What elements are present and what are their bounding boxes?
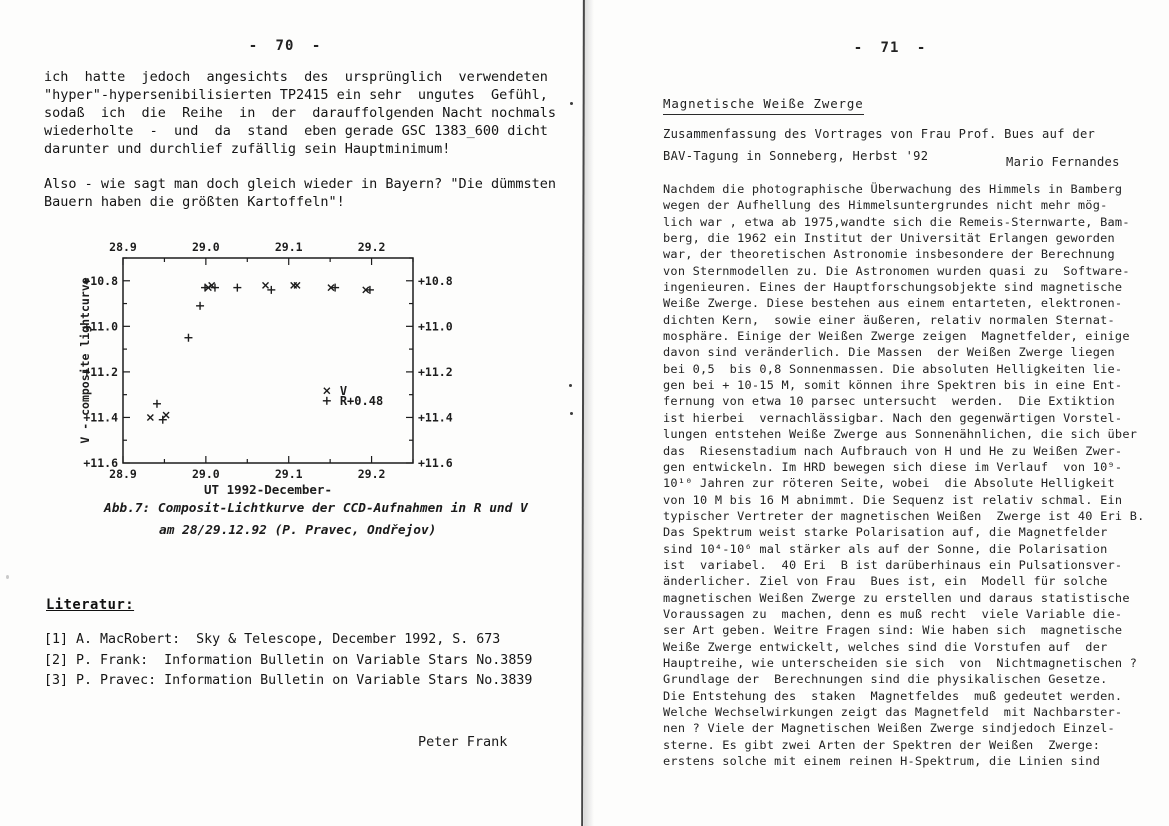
figure-caption-line1: Abb.7: Composit-Lichtkurve der CCD-Aufnahmen in R und V <box>104 501 528 516</box>
text-line: BAV-Tagung in Sonneberg, Herbst '92 <box>663 148 929 163</box>
text-line: wegen der Aufhellung des Himmelsuntergrundes nicht mehr mög- <box>663 198 1108 213</box>
text-line: ingenieuren. Eines der Hauptforschungsobjekte sind magnetische <box>663 280 1123 295</box>
staple-mark <box>570 102 573 105</box>
svg-text:28.9: 28.9 <box>109 467 137 481</box>
svg-text:V - composite lightcurve: V - composite lightcurve <box>78 277 92 444</box>
svg-text:+11.0: +11.0 <box>83 319 118 334</box>
text-line: ist hierbei vernachlässigbar. Nach den gegenwärtigen Vorstel- <box>663 410 1123 425</box>
svg-text:UT 1992-December-: UT 1992-December- <box>204 482 332 497</box>
svg-text:+11.4: +11.4 <box>83 410 118 425</box>
text-line: sind 10⁴-10⁶ mal stärker als auf der Sonne, die Polarisation <box>663 541 1108 556</box>
text-line: "hyper"-hypersenibilisierten TP2415 ein sehr ungutes Gefühl, <box>44 86 548 103</box>
text-line: Hauptreihe, wie unterscheiden sie sich von Nichtmagnetischen ? <box>663 655 1138 670</box>
staple-mark <box>570 412 573 415</box>
text-line: darunter und durchlief zufällig sein Hauptminimum! <box>44 140 451 157</box>
text-line: gen entwickeln. Im HRD bewegen sich diese im Verlauf von 10⁹- <box>663 459 1123 474</box>
paragraph-observation <box>44 69 556 159</box>
text-line: nen ? Viele der Magnetischen Weißen Zwerge sindjedoch Einzel- <box>663 721 1115 736</box>
svg-text:28.9: 28.9 <box>109 240 137 254</box>
text-line: [3] P. Pravec: Information Bulletin on Variable Stars No.3839 <box>44 673 533 689</box>
svg-text:29.0: 29.0 <box>192 240 220 254</box>
text-line: sterne. Es gibt zwei Arten der Spektren der Weißen Zwerge: <box>663 737 1101 752</box>
author-signature: Peter Frank <box>418 734 508 750</box>
text-line: Zusammenfassung des Vortrages von Frau Prof. Bues auf der <box>663 127 1096 141</box>
svg-text:+11.6: +11.6 <box>83 456 118 470</box>
reference-list <box>44 630 532 692</box>
scan-artifact-dot <box>6 575 9 579</box>
svg-text:+11.2: +11.2 <box>418 364 453 379</box>
svg-text:+11.4: +11.4 <box>418 410 453 425</box>
text-line: Bauern haben die größten Kartoffeln"! <box>44 193 345 210</box>
svg-text:29.1: 29.1 <box>274 240 303 254</box>
text-line: 10¹⁰ Jahren zur röteren Seite, wobei die Absolute Helligkeit <box>663 476 1115 491</box>
text-line: magnetischen Weißen Zwerge zu erstellen und daraus statistische <box>663 590 1130 605</box>
text-line: [2] P. Frank: Information Bulletin on Variable Stars No.3859 <box>44 652 533 668</box>
svg-text:+11.2: +11.2 <box>83 364 118 379</box>
text-line: davon sind veränderlich. Die Massen der Weißen Zwerge liegen <box>663 345 1115 360</box>
article-body <box>663 181 1145 769</box>
literature-heading: Literatur: <box>46 597 135 613</box>
text-line: Grundlage der Berechnungen sind die physikalischen Gesetze. <box>663 672 1108 687</box>
text-line: lich war , etwa ab 1975,wandte sich die Remeis-Sternwarte, Bam- <box>663 214 1130 229</box>
svg-text:V: V <box>339 383 348 398</box>
text-line: lungen entstehen Weiße Zwerge aus Sonnenähnlichen, die sich über <box>663 427 1138 442</box>
text-line: von Sternmodellen zu. Die Astronomen wurden quasi zu Software- <box>663 263 1130 278</box>
text-line: sodaß ich die Reihe in der darauffolgenden Nacht nochmals <box>44 104 557 121</box>
text-line: wiederholte - und da stand eben gerade GSC 1383_600 dicht <box>44 122 548 139</box>
text-line: erstens solche mit einem reinen H-Spektrum, die Linien sind <box>663 754 1101 769</box>
text-line: ich hatte jedoch angesichts des ursprünglich verwendeten <box>44 69 548 85</box>
article-author: Mario Fernandes <box>1006 155 1120 169</box>
text-line: ist variabel. 40 Eri B ist darüberhinaus ein Pulsationsver- <box>663 557 1123 572</box>
text-line: gen bei + 10-15 M, somit können ihre Spektren bis in eine Ent- <box>663 378 1123 393</box>
text-line: von 10 M bis 16 M abnimmt. Die Sequenz ist relativ schmal. Ein <box>663 492 1123 507</box>
text-line: Weiße Zwerge. Diese bestehen aus einem entarteten, elektronen- <box>663 296 1123 311</box>
page-number-left: - 70 - <box>248 38 322 54</box>
text-line: Also - wie sagt man doch gleich wieder in Bayern? "Die dümmsten <box>44 176 557 192</box>
text-line: ser Art geben. Weitre Fragen sind: Wie haben sich magnetische <box>663 623 1123 638</box>
text-line: das Riesenstadium nach Aufbrauch von H und He zu Weißen Zwer- <box>663 443 1123 458</box>
svg-text:+11.6: +11.6 <box>418 456 453 470</box>
svg-text:29.0: 29.0 <box>192 467 220 481</box>
text-line: mosphäre. Einige der Weißen Zwerge zeigen Magnetfelder, einige <box>663 329 1130 344</box>
text-line: Nachdem die photographische Überwachung des Himmels in Bamberg <box>663 182 1123 196</box>
figure-caption <box>104 498 528 541</box>
svg-text:+11.0: +11.0 <box>418 319 453 334</box>
text-line: Voraussagen zu machen, denn es muß recht viele Variable die- <box>663 606 1123 621</box>
staple-mark <box>569 384 572 387</box>
text-line: berg, die 1962 ein Institut der Universität Erlangen geworden <box>663 231 1115 246</box>
text-line: [1] A. MacRobert: Sky & Telescope, December 1992, S. 673 <box>44 632 501 647</box>
paragraph-bayern-quote <box>44 176 556 212</box>
svg-text:29.2: 29.2 <box>357 467 386 481</box>
text-line: Die Entstehung des staken Magnetfeldes muß gedeutet werden. <box>663 688 1123 703</box>
svg-text:R+0.48: R+0.48 <box>339 393 384 408</box>
lightcurve-chart <box>75 232 475 510</box>
text-line: Das Spektrum weist starke Polarisation auf, die Magnetfelder <box>663 525 1108 540</box>
text-line: Weiße Zwerge entwickelt, welches sind die Vorstufen auf der <box>663 639 1108 654</box>
text-line: bei 0,5 bis 0,8 Sonnenmassen. Die absoluten Helligkeiten lie- <box>663 361 1123 376</box>
svg-text:29.2: 29.2 <box>357 240 386 254</box>
text-line: typischer Vertreter der magnetischen Weißen Zwerge ist 40 Eri B. <box>663 508 1145 523</box>
article-title: Magnetische Weiße Zwerge <box>663 96 864 115</box>
text-line: fernung von etwa 10 parsec untersucht werden. Die Extiktion <box>663 394 1115 409</box>
text-line: Welche Wechselwirkungen zeigt das Magnetfeld mit Nachbarster- <box>663 705 1123 719</box>
text-line: dichten Kern, sowie einer äußeren, relativ normalen Sternat- <box>663 312 1115 327</box>
binding-gutter-shadow <box>584 0 594 826</box>
text-line: änderlicher. Ziel von Frau Bues ist, ein Modell für solche <box>663 574 1108 589</box>
page-number-right: - 71 - <box>853 40 927 56</box>
lightcurve-scatter-plot <box>75 232 475 510</box>
figure-caption-line2: am 28/29.12.92 (P. Pravec, Ondřejov) <box>159 522 437 538</box>
svg-text:29.1: 29.1 <box>274 467 303 481</box>
svg-text:+10.8: +10.8 <box>418 273 453 288</box>
text-line: war, der theoretischen Astronomie insbesondere der Berechnung <box>663 247 1115 262</box>
svg-text:+10.8: +10.8 <box>83 273 118 288</box>
